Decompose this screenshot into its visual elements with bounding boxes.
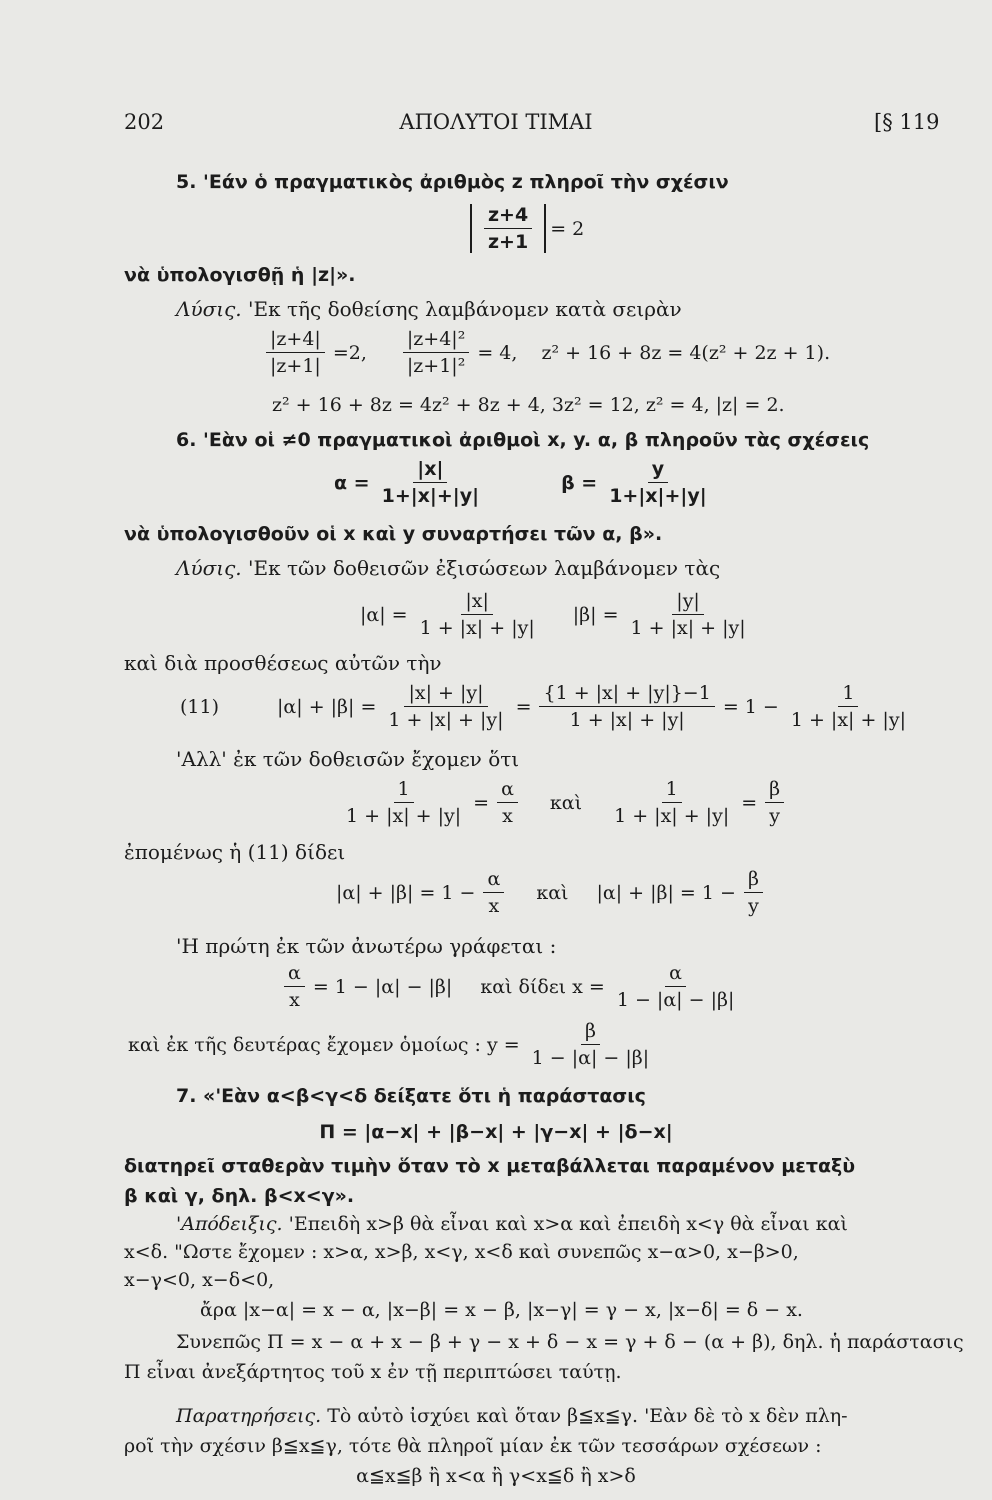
frac-numerator: β — [581, 1020, 600, 1045]
frac-denominator: z+1 — [488, 231, 529, 253]
frac-denominator: 1 + |x| + |y| — [630, 617, 746, 639]
equation-label: (11) — [180, 695, 220, 718]
frac-numerator: |x| — [413, 458, 447, 483]
problem-6-statement-end: νὰ ὑπολογισθοῦν οἱ x καὶ y συναρτήσει τῶν α, β». — [124, 523, 663, 545]
y-solution — [124, 1020, 657, 1069]
equation-lhs: |α| + |β| = 1 − — [336, 881, 476, 904]
frac-denominator: 1 + |x| + |y| — [419, 617, 535, 639]
frac-numerator: 1 — [662, 778, 682, 803]
problem-5-statement: 5. 'Εάν ὁ πραγματικὸς ἀριθμὸς z πληροῖ τὴν σχέσιν — [176, 171, 729, 193]
therefore-text: ἐπομένως ἡ (11) δίδει — [124, 840, 346, 864]
frac-numerator: y — [648, 458, 668, 483]
problem-5-equation — [470, 204, 588, 253]
remarks-line-1 — [176, 1404, 848, 1428]
frac-denominator: 1 + |x| + |y| — [346, 805, 462, 827]
solution-intro: 'Εκ τῆς δοθείσης λαμβάνομεν κατὰ σειρὰν — [248, 297, 682, 321]
frac-numerator: β — [744, 868, 763, 893]
frac-denominator: 1 + |x| + |y| — [388, 709, 504, 731]
problem-7-statement: 7. «'Εὰν α<β<γ<δ δείξατε ὅτι ἡ παράστασις — [176, 1085, 646, 1107]
frac-numerator: α — [284, 962, 305, 987]
remarks-line-3: α≦x≦β ἢ x<α ἢ γ<x≦δ ἢ x>δ — [356, 1465, 636, 1487]
equation-rhs: = 1 − |α| − |β| — [312, 975, 453, 998]
abs-beta-lhs: |β| = — [572, 603, 619, 626]
beta-lhs: β = — [561, 471, 598, 494]
remarks-label: Παρατηρήσεις. — [176, 1405, 322, 1427]
frac-numerator: z+4 — [484, 204, 532, 229]
frac-denominator: 1+|x|+|y| — [609, 485, 707, 507]
frac-numerator: α — [497, 778, 518, 803]
frac-numerator: |z+4|² — [403, 328, 469, 353]
problem-5-steps — [262, 328, 834, 377]
problem-6-abs-values — [356, 590, 754, 639]
and-word: καὶ — [536, 881, 569, 904]
given-ratios: $\frac{1}{1 + |x| + |y|}$ = $\frac{\alpha}{x}$ καὶ $\frac{1}{1 + |x| + |y|}$ = $\frac{\beta}{y}$ — [338, 778, 788, 827]
remarks-line-2: ροῖ τὴν σχέσιν β≦x≦γ, τότε θὰ πληροῖ μίαν ἐκ τῶν τεσσάρων σχέσεων : — [124, 1435, 822, 1457]
proof-line-5: Συνεπῶς Π = x − α + x − β + γ − x + δ − x = γ + δ − (α + β), δηλ. ἡ παράστασις — [176, 1331, 964, 1353]
problem-7-line-3: διατηρεῖ σταθερὰν τιμὴν ὅταν τὸ x μεταβάλλεται παραμένον μεταξὺ — [124, 1155, 856, 1177]
proof-line-3: x−γ<0, x−δ<0, — [124, 1269, 275, 1291]
solution-label: Λύσις. — [176, 556, 242, 580]
frac-denominator: y — [748, 895, 759, 917]
equation-rhs: = 4, — [477, 341, 518, 364]
sum-relations — [332, 868, 767, 917]
frac-denominator: y — [769, 805, 781, 827]
frac-numerator: α — [483, 868, 504, 893]
proof-line-1 — [176, 1212, 848, 1236]
frac-numerator: |y| — [672, 590, 704, 615]
frac-numerator: 1 — [838, 682, 858, 707]
proof-text: 'Επειδὴ x>β θὰ εἶναι καὶ x>α καὶ ἐπειδὴ x<γ θὰ εἶναι καὶ — [288, 1213, 848, 1235]
problem-5-result: z² + 16 + 8z = 4z² + 8z + 4, 3z² = 12, z² = 4, |z| = 2. — [272, 394, 785, 416]
first-text: 'Η πρώτη ἐκ τῶν ἀνωτέρω γράφεται : — [176, 934, 557, 958]
frac-denominator: x — [502, 805, 513, 827]
frac-denominator: 1 + |x| + |y| — [614, 805, 730, 827]
frac-numerator: |x| + |y| — [404, 682, 487, 707]
frac-numerator: α — [665, 962, 686, 987]
equation-rhs: = 1 − — [722, 695, 779, 718]
proof-line-6: Π εἶναι ἀνεξάρτητος τοῦ x ἐν τῇ περιπτώσει ταύτῃ. — [124, 1361, 622, 1383]
frac-denominator: 1 − |α| − |β| — [531, 1047, 650, 1069]
problem-7-line-4: β καὶ γ, δηλ. β<x<γ». — [124, 1185, 355, 1207]
frac-denominator: 1 − |α| − |β| — [616, 989, 735, 1011]
and-word: καὶ — [549, 791, 583, 814]
abs-alpha-lhs: |α| = — [360, 603, 408, 626]
proof-line-4: ἄρα |x−α| = x − α, |x−β| = x − β, |x−γ| = γ − x, |x−δ| = δ − x. — [200, 1299, 803, 1321]
solution-label: Λύσις. — [176, 297, 242, 321]
frac-numerator: 1 — [394, 778, 414, 803]
alpha-lhs: α = — [334, 471, 370, 494]
equation-lhs: |α| + |β| = 1 − — [596, 881, 736, 904]
x-solution — [280, 962, 742, 1011]
but-text: 'Αλλ' ἐκ τῶν δοθεισῶν ἔχομεν ὅτι — [176, 747, 520, 771]
equation-11: (11) |α| + |β| = $\frac{|x| + |y|}{1 + |x| + |y|}$ = $\frac{\{1 + |x| + |y|\}-1}{1 + |x| + |y|}$ = 1 − $\frac{1}{1 + |x| + |y|}$ — [176, 682, 914, 731]
frac-denominator: 1 + |x| + |y| — [790, 709, 906, 731]
equation-rhs: = 2 — [550, 217, 585, 240]
second-text: καὶ ἐκ τῆς δευτέρας ἔχομεν ὁμοίως : y = — [128, 1033, 520, 1056]
problem-6-definitions — [330, 458, 715, 507]
frac-numerator: β — [765, 778, 784, 803]
section-number: [§ 119 — [874, 110, 940, 134]
problem-5-solution — [176, 297, 682, 321]
frac-numerator: {1 + |x| + |y|}−1 — [539, 682, 714, 707]
equation-lhs: |α| + |β| = — [277, 695, 377, 718]
solution-intro: 'Εκ τῶν δοθεισῶν ἐξισώσεων λαμβάνομεν τὰς — [248, 556, 721, 580]
addition-intro: καὶ διὰ προσθέσεως αὐτῶν τὴν — [124, 651, 442, 675]
proof-line-2: x<δ. "Ωστε ἔχομεν : x>α, x>β, x<γ, x<δ καὶ συνεπῶς x−α>0, x−β>0, — [124, 1241, 799, 1263]
frac-denominator: |z+1| — [270, 355, 321, 377]
equation-expansion: z² + 16 + 8z = 4(z² + 2z + 1). — [541, 341, 831, 364]
frac-denominator: x — [488, 895, 500, 917]
frac-numerator: |x| — [461, 590, 493, 615]
running-title: ΑΠΟΛΥΤΟΙ ΤΙΜΑΙ — [399, 110, 593, 134]
problem-6-statement: 6. 'Εὰν οἱ ≠0 πραγματικοὶ ἀριθμοὶ x, y. α, β πληροῦν τὰς σχέσεις — [176, 429, 870, 451]
frac-denominator: x — [289, 989, 300, 1011]
page-number: 202 — [124, 110, 165, 134]
problem-5-statement-end: νὰ ὑπολογισθῇ ἡ |z|». — [124, 264, 356, 286]
equation-rhs: =2, — [332, 341, 367, 364]
frac-denominator: |z+1|² — [406, 355, 466, 377]
frac-denominator: 1 + |x| + |y| — [569, 709, 685, 731]
problem-6-solution — [176, 556, 720, 580]
gives-text: καὶ δίδει x = — [480, 975, 605, 998]
pi-expression: Π = |α−x| + |β−x| + |γ−x| + |δ−x| — [319, 1121, 673, 1143]
frac-denominator: 1+|x|+|y| — [381, 485, 480, 507]
remarks-text: Τὸ αὐτὸ ἰσχύει καὶ ὅταν β≦x≦γ. 'Εὰν δὲ τὸ x δὲν πλη- — [327, 1405, 848, 1427]
frac-numerator: |z+4| — [266, 328, 325, 353]
proof-label: 'Απόδειξις. — [176, 1213, 283, 1235]
